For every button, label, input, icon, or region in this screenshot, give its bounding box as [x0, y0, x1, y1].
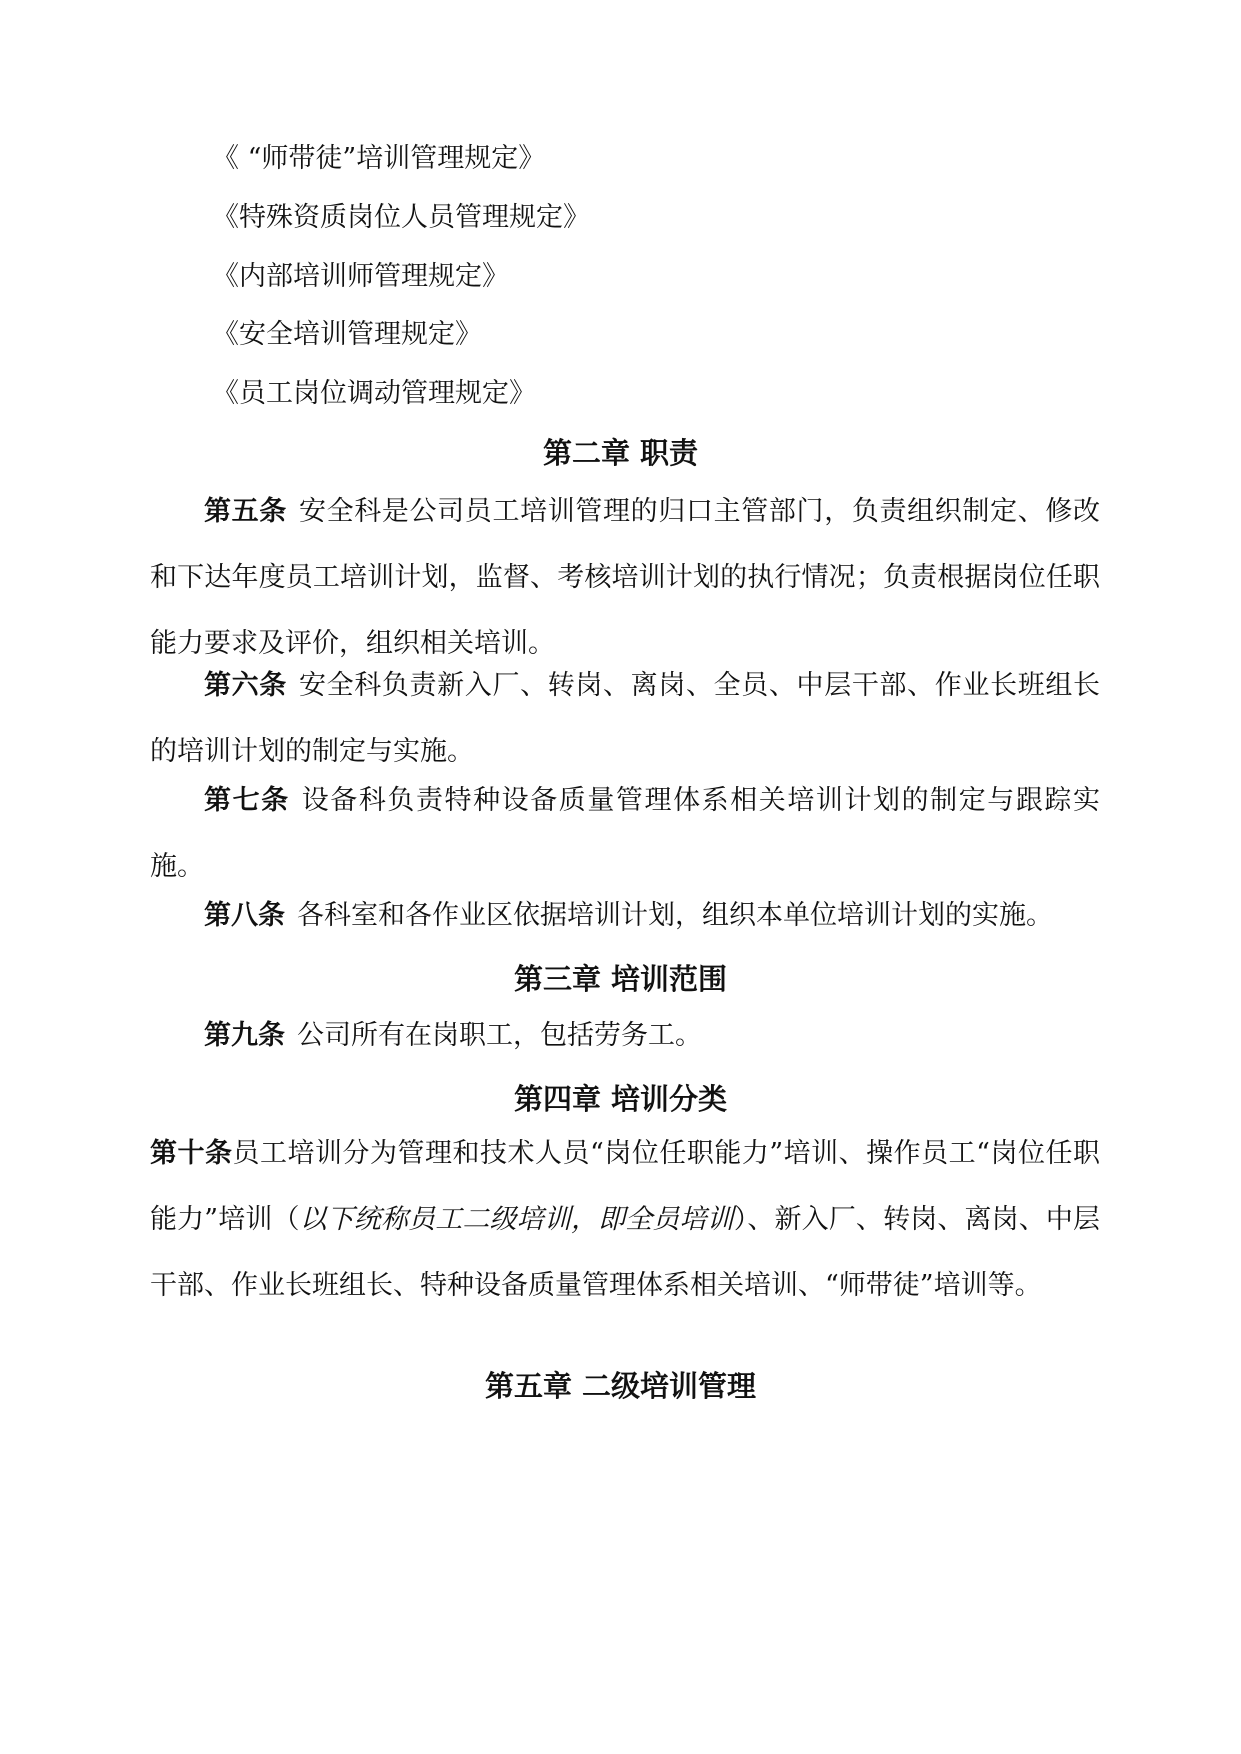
reference-item: 《内部培训师管理规定》: [212, 261, 509, 292]
article-label: 第十条: [150, 1138, 233, 1169]
article-text: 各科室和各作业区依据培训计划，组织本单位培训计划的实施。: [297, 900, 1053, 931]
article-text: 员工培训分为管理和技术人员“岗位任职能力”培训、操作员工“岗位任职能力”培训（: [150, 1138, 1100, 1235]
chapter-4-title: 第四章 培训分类: [513, 1082, 728, 1116]
article-5: [150, 479, 1100, 677]
article-label: 第八条: [204, 900, 285, 931]
article-text: 公司所有在岗职工，包括劳务工。: [297, 1020, 702, 1051]
reference-item: 《安全培训管理规定》: [212, 319, 482, 350]
article-text: 安全科是公司员工培训管理的归口主管部门，负责组织制定、修改和下达年度员工培训计划，监督、考核培训计划的执行情况；负责根据岗位任职能力要求及评价，组织相关培训。: [150, 496, 1101, 659]
article-text: ）、新入厂、转岗、离岗、中层干部、作业长班组长、特种设备质量管理体系相关培训、“师带徒”培训等。: [150, 1204, 1101, 1301]
article-10: [150, 1121, 1100, 1319]
article-text: 安全科负责新入厂、转岗、离岗、全员、中层干部、作业长班组长的培训计划的制定与实施。: [150, 670, 1101, 767]
chapter-3-title: 第三章 培训范围: [513, 962, 728, 996]
article-label: 第六条: [204, 670, 287, 701]
article-8: [150, 883, 1100, 949]
article-label: 第九条: [204, 1020, 285, 1051]
article-label: 第七条: [204, 785, 290, 816]
reference-item: 《 “师带徒”培训管理规定》: [212, 143, 546, 174]
article-label: 第五条: [204, 496, 287, 527]
reference-item: 《特殊资质岗位人员管理规定》: [212, 202, 590, 233]
article-9: [150, 1003, 1100, 1069]
article-6: [150, 653, 1100, 785]
article-7: [150, 768, 1100, 900]
article-text-italic: 以下统称员工二级培训，即全员培训: [299, 1204, 734, 1235]
article-text: 设备科负责特种设备质量管理体系相关培训计划的制定与跟踪实施。: [150, 785, 1101, 882]
chapter-2-title: 第二章 职责: [542, 436, 699, 470]
reference-item: 《员工岗位调动管理规定》: [212, 378, 536, 409]
chapter-5-title: 第五章 二级培训管理: [484, 1369, 757, 1403]
